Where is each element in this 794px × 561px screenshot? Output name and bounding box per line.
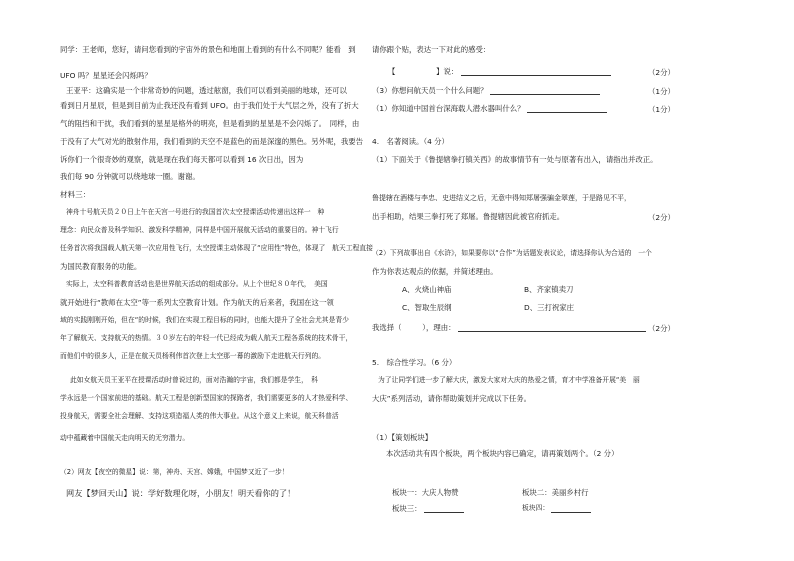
story-line: 鲁提辖在酒楼与李忠、史进结义之后，无意中得知郑屠强骗金翠莲，于是路见不平， (372, 194, 631, 202)
choice-blank[interactable] (404, 324, 420, 332)
question-2-line: （2）网友【夜空的微星】说：第，神舟、天宫、嫦娥，中国梦又近了一步！ (60, 468, 289, 476)
score-label: （1分） (648, 87, 675, 96)
material-line: 就开始进行“教师在太空”等一系列太空教育计划。作为航天的后来者，我国在这一领 (60, 298, 334, 307)
dialogue-answer-line: 我们每 90 分钟就可以绕地球一圈。谢谢。 (60, 172, 200, 181)
material-line: 投身航天，需要全社会理解、支持这项造福人类的伟大事业。从这个意义上来说，航天科普活 (60, 412, 339, 420)
block-one: 板块一：大庆人物赞 (392, 488, 459, 497)
bracket-open: 【 (388, 67, 396, 76)
dialogue-answer-line: 诉你们一个很奇妙的观察，就是现在我们每天都可以看到 16 次日出，因为 (60, 155, 304, 164)
dialogue-answer-line: 王亚平：这确实是一个非常奇妙的问题，透过舷窗，我们可以看到美丽的地球，还可以 (66, 86, 347, 95)
option-a[interactable]: A、火烧山神庙 (402, 285, 452, 294)
choice-row (372, 323, 646, 332)
reason-label: ），理由： (422, 323, 456, 332)
block-three-label: 板块三： (392, 504, 422, 513)
dialogue-answer-line: 于没有了大气对光的散射作用，我们看到的天空不是蓝色的而是深邃的黑色。另外呢，我要告 (60, 137, 364, 146)
material-line: 实际上，太空科普教育活动也是世界航天活动的组成部分。从上个世纪８０年代， 美国 (66, 280, 328, 288)
name-blank[interactable] (398, 68, 434, 76)
material-line: 年了解航天、支持航天的热情。３０岁左右的年轻一代已经成为载人航天工程各系统的技术骨干， (60, 334, 353, 342)
material-line: 学永远是一个国家前进的基础。航天工程是创新型国家的探路者，我们需要更多的人才热爱科学、 (60, 394, 353, 402)
score-label: （2分） (648, 68, 675, 77)
block-four-row (522, 504, 591, 513)
question-line: （2）下列故事出自《水浒》，如果要你以“合作”为话题发表议论，请选择你认为合适的 一个 (372, 249, 652, 257)
block-three-blank[interactable] (424, 504, 464, 513)
material-line: 域的实践刚刚开始，但在“的时候，我们在实现工程目标的同时，也能大提升了全社会尤其是青少 (60, 316, 349, 324)
material-line: 任务首次将我国载人航天第一次应用性飞行，太空授课主动体现了“应用性”特色，体现了 航天工程直接 (60, 244, 373, 252)
reason-blank[interactable] (458, 323, 646, 332)
material-line: 为国民教育服务的功能。 (60, 262, 142, 271)
reply-row (388, 67, 611, 76)
question-line: （1）下面关于《鲁提辖拳打镇关西》的故事情节有一处与原著有出入，请指出并改正。 (372, 155, 658, 164)
material-line: 理念：向民众普及科学知识、激发科学精神，同样是中国开展航天活动的重要目的。神十飞行 (60, 226, 339, 234)
material-line: 动中蕴藏着中国航天走向明天的无穷潜力。 (60, 434, 190, 442)
dialogue-question-line: 同学：王老师，您好，请问您看到的宇宙外的景色和地面上看到的有什么不同呢？能看 到 (60, 45, 356, 54)
question-line (372, 104, 607, 113)
block-two: 板块二：美丽乡村行 (522, 488, 589, 497)
question-answer-blank[interactable] (490, 86, 600, 95)
activity-intro-line: 大庆”系列活动，请你帮助策划并完成以下任务。 (372, 394, 532, 403)
block-four-blank[interactable] (551, 504, 591, 513)
reply-answer-blank[interactable] (461, 67, 611, 76)
material-three-title: 材料三： (60, 190, 91, 199)
material-line: 神舟十号航天员２０日上午在天宫一号进行的我国首次太空授课活动传递出这样一 种 (66, 208, 325, 216)
choice-label: 我选择（ (372, 323, 402, 332)
section-heading: 5. 综合性学习。（6 分） (372, 358, 457, 367)
dialogue-answer-line: 看到日月星辰，但是到目前为止我还没有看到 UFO。由于我们处于大气层之外，没有了折大 (60, 101, 359, 110)
option-d[interactable]: D、三打祝家庄 (524, 303, 575, 312)
score-label: （2分） (648, 213, 675, 222)
task-heading: （1）【策划板块】 (372, 433, 433, 442)
question-line (372, 86, 600, 95)
question-2-line: 网友【梦回天山】说：学好数理化呀，小朋友！明天看你的了！ (66, 488, 296, 498)
dialogue-answer-line: 气的阻挡和干扰，我们看到的星星是格外的明亮，但是看到的星星是不会闪烁了。 同样，由 (60, 119, 360, 128)
block-three-row (392, 504, 464, 513)
block-four-label: 板块四： (522, 504, 550, 512)
question-text: （3）你想问航天员一个什么问题？ (372, 86, 488, 95)
question-text: （1）你知道中国首台深海载人潜水器叫什么？ (372, 104, 525, 113)
option-b[interactable]: B、齐家镇卖刀 (524, 285, 574, 294)
story-line: 出手相助，结果三拳打死了郑屠。鲁提辖因此被官府抓走。 (372, 212, 565, 221)
bracket-close: 】说： (436, 67, 459, 76)
dialogue-question-line: UFO 吗？星星还会闪烁吗？ (60, 71, 152, 80)
activity-intro-line: 为了让同学们进一步了解大庆，激发大家对大庆的热爱之情，育才中学准备开展“美 丽 (378, 376, 640, 384)
score-label: （2分） (648, 324, 675, 333)
material-line: 此如女航天员王亚平在授课活动时曾说过的，面对浩瀚的宇宙，我们都是学生， 科 (70, 376, 319, 384)
prompt-line: 请你跟个贴，表达一下对此的感受： (372, 45, 491, 54)
question-answer-blank[interactable] (527, 104, 607, 113)
section-heading: 4. 名著阅读。（4 分） (372, 137, 449, 146)
option-c[interactable]: C、智取生辰纲 (402, 303, 452, 312)
task-instruction: 本次活动共有四个板块，两个板块内容已确定，请再策划两个。（2 分） (386, 449, 619, 458)
score-label: （1分） (648, 105, 675, 114)
question-line: 作为你表达观点的依据，并简述理由。 (372, 267, 498, 276)
material-line: 而他们中的很多人，正是在航天员杨利伟首次登上太空那一幕的激励下走进航天行列的。 (60, 352, 326, 360)
